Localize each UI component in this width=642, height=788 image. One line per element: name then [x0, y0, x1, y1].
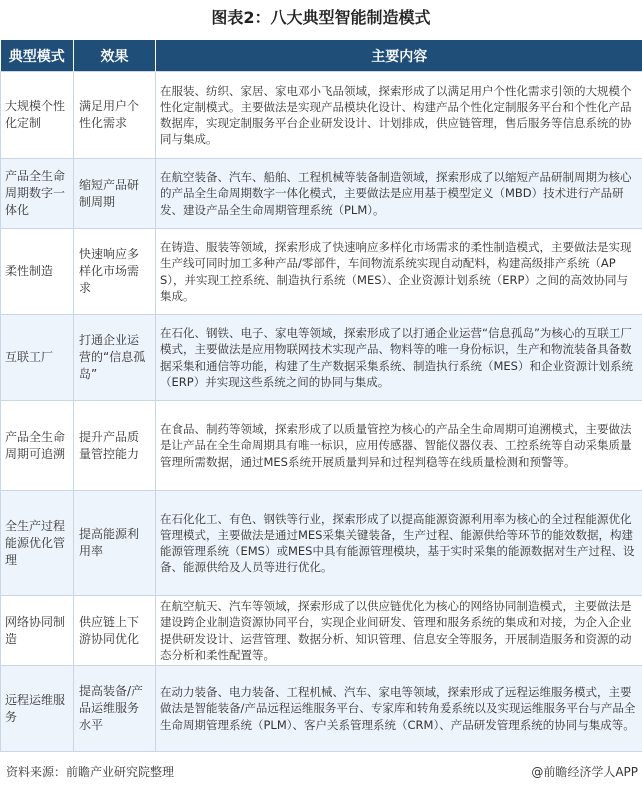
modes-table — [0, 40, 642, 752]
mode-cell: 全生产过程能源优化管理 — [1, 491, 74, 596]
effect-cell: 供应链上下游协同优化 — [74, 596, 156, 666]
table-row — [1, 666, 642, 752]
table-row — [1, 159, 642, 229]
mode-cell: 大规模个性化定制 — [1, 72, 74, 159]
effect-cell: 提高装备/产品运维服务水平 — [74, 666, 156, 752]
content-cell: 在动力装备、电力装备、工程机械、汽车、家电等领域，探索形成了远程运维服务模式，主要做法是智能装备/产品远程运维服务平台、专家库和转角爰系统以及实现运维服务平台与产品全生命周期管理系统（PLM）、客户关系管理系统（CRM）、产品研发管理系统的协同与集成等。 — [156, 666, 642, 752]
header-effect: 效果 — [74, 40, 156, 72]
content-cell: 在食品、制药等领域，探索形成了以质量管控为核心的产品全生命周期可追溯模式，主要做法是让产品在全生命周期具有唯一标识，应用传感器、智能仪器仪表、工控系统等自动采集质量管理所需数据，通过MES系统开展质量判异和过程判稳等在线质量检测和预警等。 — [156, 401, 642, 491]
content-cell: 在铸造、服装等领域，探索形成了快速响应多样化市场需求的柔性制造模式，主要做法是实现生产线可同时加工多种产品/零部件，车间物流系统实现自动配料，构建高级排产系统（APS），并实现工控系统、制造执行系统（MES）、企业资源计划系统（ERP）之间的高效协同与集成。 — [156, 229, 642, 315]
source-note: 资料来源：前瞻产业研究院整理 — [6, 765, 175, 779]
effect-cell: 满足用户个性化需求 — [74, 72, 156, 159]
effect-cell: 快速响应多样化市场需求 — [74, 229, 156, 315]
table-header-row — [1, 40, 642, 72]
mode-cell: 产品全生命周期可追溯 — [1, 401, 74, 491]
mode-cell: 互联工厂 — [1, 315, 74, 401]
mode-cell: 远程运维服务 — [1, 666, 74, 752]
table-row — [1, 491, 642, 596]
mode-cell: 网络协同制造 — [1, 596, 74, 666]
effect-cell: 打通企业运营的“信息孤岛” — [74, 315, 156, 401]
brand-credit: @前瞻经济学人APP — [531, 765, 638, 779]
content-cell: 在航空航天、汽车等领域，探索形成了以供应链优化为核心的网络协同制造模式，主要做法是建设跨企业制造资源协同平台，实现企业间研发、管理和服务系统的集成和对接，为企入企业提供研发设计、运营管理、数据分析、知识管理、信息安全等服务，开展制造服务和资源的动态分析和柔性配置等。 — [156, 596, 642, 666]
table-row — [1, 72, 642, 159]
effect-cell: 提高能源利用率 — [74, 491, 156, 596]
footer — [0, 762, 642, 782]
header-mode: 典型模式 — [1, 40, 74, 72]
content-cell: 在石化化工、有色、钢铁等行业，探索形成了以提高能源资源利用率为核心的全过程能源优化管理模式，主要做法是通过MES采集关键装备，生产过程、能源供给等环节的能效数据，构建能源管理系统（EMS）或MES中具有能源管理模块，基于实时采集的能源数据对生产过程、设备、能源供给及人员等进行优化。 — [156, 491, 642, 596]
content-cell: 在服装、纺织、家居、家电邓小飞品领域，探索形成了以满足用户个性化需求引领的大规模个性化定制模式。主要做法是实现产品模块化设计、构建产品个性化定制服务平台和个性化产品数据库，实现定制服务平台企业研发设计、计划排成，供应链管理，售后服务等信息系统的协同与集成。 — [156, 72, 642, 159]
table-row — [1, 315, 642, 401]
table-row — [1, 229, 642, 315]
mode-cell: 产品全生命周期数字一体化 — [1, 159, 74, 229]
table-row — [1, 596, 642, 666]
header-content: 主要内容 — [156, 40, 642, 72]
mode-cell: 柔性制造 — [1, 229, 74, 315]
effect-cell: 提升产品质量管控能力 — [74, 401, 156, 491]
effect-cell: 缩短产品研制周期 — [74, 159, 156, 229]
content-cell: 在石化、钢铁、电子、家电等领域，探索形成了以打通企业运营“信息孤岛”为核心的互联工厂模式，主要做法是应用物联网技术实现产品、物料等的唯一身份标识，生产和物流装备具备数据采集和通信等功能，构建了生产数据采集系统、制造执行系统（MES）和企业资源计划系统（ERP）并实现这些系统之间的协同与集成。 — [156, 315, 642, 401]
page-title: 图表2：八大典型智能制造模式 — [211, 8, 431, 27]
content-cell: 在航空装备、汽车、船舶、工程机械等装备制造领域，探索形成了以缩短产品研制周期为核心的产品全生命周期数字一体化模式，主要做法是应用基于模型定义（MBD）技术进行产品研发、建设产品全生命周期管理系统（PLM）。 — [156, 159, 642, 229]
table-row — [1, 401, 642, 491]
